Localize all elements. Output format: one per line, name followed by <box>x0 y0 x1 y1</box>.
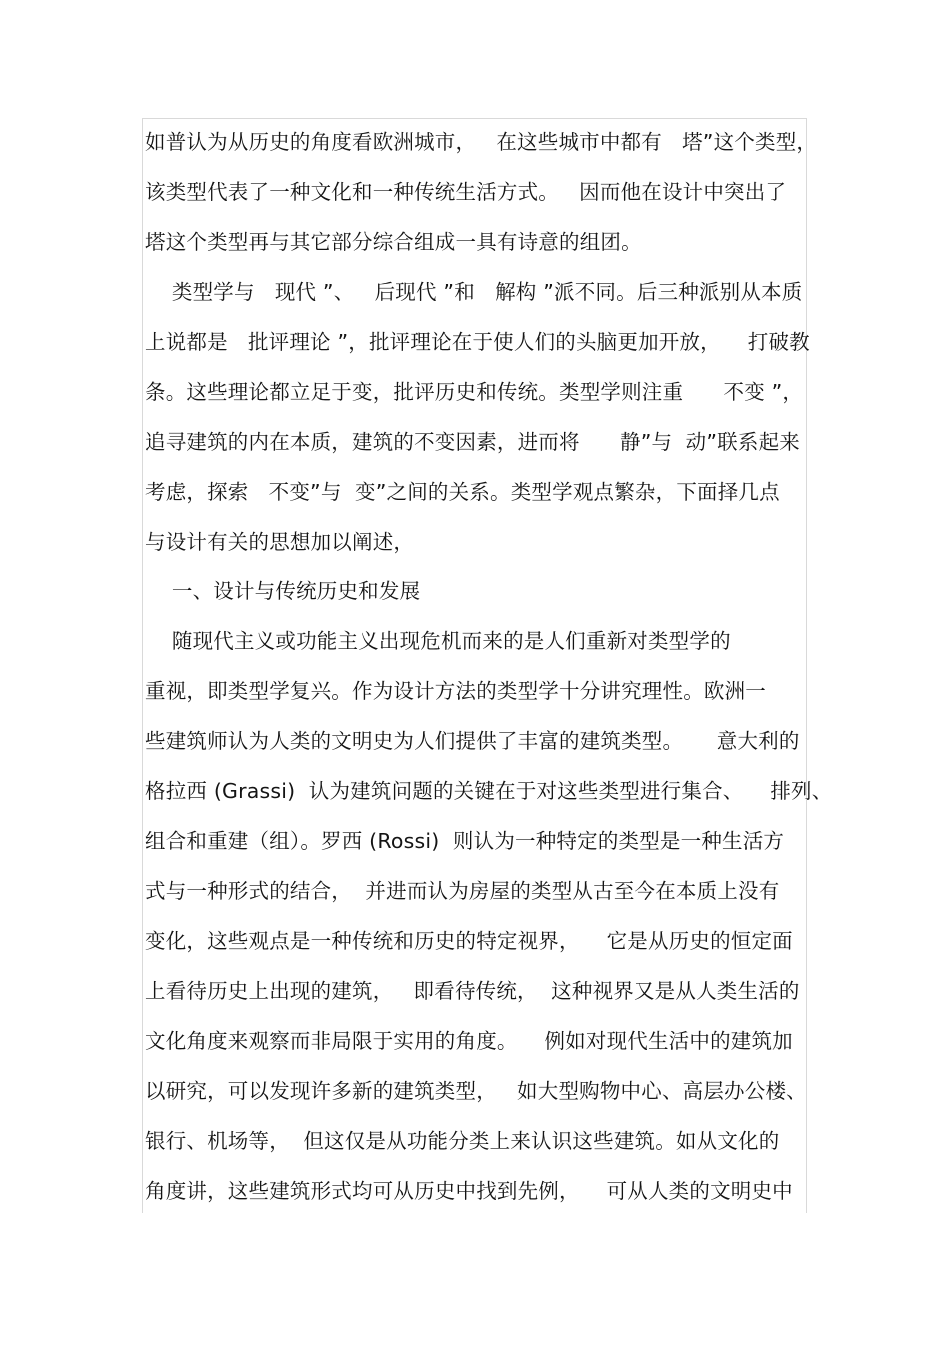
text-line: 类型学与 现代 ”、 后现代 ”和 解构 ”派不同。后三种派别从本质 <box>145 279 803 304</box>
frame-left-rule <box>142 118 143 1213</box>
text-line: 追寻建筑的内在本质，建筑的不变因素，进而将 静”与 动”联系起来 <box>145 429 800 454</box>
text-line: 些建筑师认为人类的文明史为人们提供了丰富的建筑类型。 意大利的 <box>145 729 800 754</box>
text-line: 角度讲，这些建筑形式均可从历史中找到先例， 可从人类的文明史中 <box>145 1178 793 1203</box>
text-line: 银行、机场等， 但这仅是从功能分类上来认识这些建筑。如从文化的 <box>145 1128 780 1153</box>
text-line: 格拉西 (Grassi) 认为建筑问题的关键在于对这些类型进行集合、 排列、 <box>145 779 833 804</box>
text-line: 重视，即类型学复兴。作为设计方法的类型学十分讲究理性。欧洲一 <box>145 679 766 704</box>
text-line: 组合和重建（组）。罗西 (Rossi) 则认为一种特定的类型是一种生活方 <box>145 829 785 854</box>
frame-top-rule <box>142 118 807 119</box>
text-line: 如普认为从历史的角度看欧洲城市， 在这些城市中都有 塔”这个类型， <box>145 130 818 154</box>
text-line: 上说都是 批评理论 ”，批评理论在于使人们的头脑更加开放， 打破教 <box>145 329 810 354</box>
text-line: 条。这些理论都立足于变，批评历史和传统。类型学则注重 不变 ”， <box>145 379 804 404</box>
text-line: 塔这个类型再与其它部分综合组成一具有诗意的组团。 <box>145 229 642 254</box>
text-line: 式与一种形式的结合， 并进而认为房屋的类型从古至今在本质上没有 <box>145 879 780 904</box>
body-text <box>145 124 833 1223</box>
text-line: 上看待历史上出现的建筑， 即看待传统， 这种视界又是从人类生活的 <box>145 978 800 1003</box>
section-heading: 一、设计与传统历史和发展 <box>145 579 421 604</box>
text-line: 与设计有关的思想加以阐述， <box>145 529 415 554</box>
text-line: 考虑，探索 不变”与 变”之间的关系。类型学观点繁杂，下面择几点 <box>145 479 780 504</box>
text-line: 变化，这些观点是一种传统和历史的特定视界， 它是从历史的恒定面 <box>145 929 793 953</box>
text-line: 以研究，可以发现许多新的建筑类型， 如大型购物中心、高层办公楼、 <box>145 1078 807 1103</box>
text-line: 该类型代表了一种文化和一种传统生活方式。 因而他在设计中突出了 <box>145 179 787 204</box>
text-line: 随现代主义或功能主义出现危机而来的是人们重新对类型学的 <box>145 629 731 654</box>
text-line: 文化角度来观察而非局限于实用的角度。 例如对现代生活中的建筑加 <box>145 1028 793 1053</box>
